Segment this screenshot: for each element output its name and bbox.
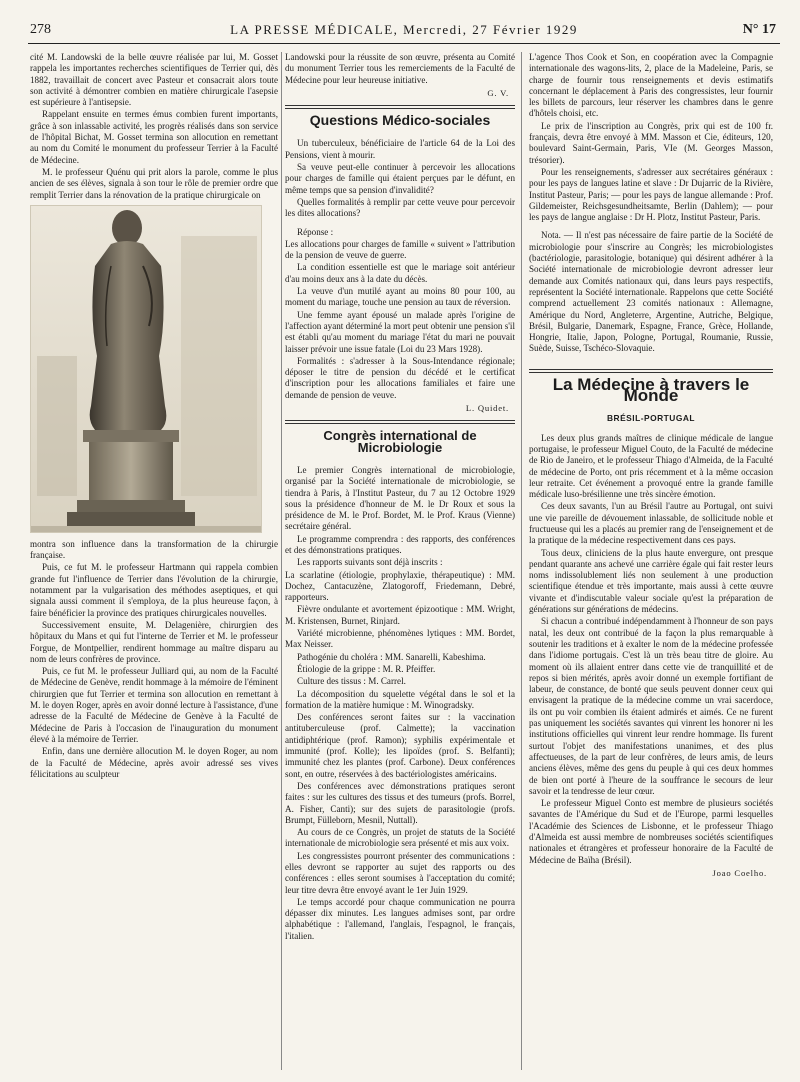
page-number: 278: [30, 22, 51, 37]
paragraph: L'agence Thos Cook et Son, en coopération avec la Compagnie internationale des wagons-lits, 2, place de la Madeleine, Paris, se charge de fournir tous renseignements et devis estimatifs concernant le déplacement à Paris des congressistes, leur fournir les billets de parcours, leur réserver les chambres dans le genre d'hôtels choisi, etc.: [529, 52, 773, 119]
paragraph: Le prix de l'inscription au Congrès, prix qui est de 100 fr. français, devra être envoyé à MM. Masson et Cie, éditeurs, 120, boulevard Saint-Germain, Paris, VIe (M. Georges Masson, trésorier).: [529, 120, 773, 165]
paragraph: cité M. Landowski de la belle œuvre réalisée par lui, M. Gosset rappela les importantes recherches scientifiques de Terrier qui, dès 1882, travaillait de concert avec Pasteur et consacrait alors toute son activité à démontrer combien en matière chirurgicale l'asepsie est supérieure à l'antisepsie.: [30, 52, 278, 108]
statue-illustration: [31, 206, 262, 533]
paragraph: Le premier Congrès international de microbiologie, organisé par la Société internationale de microbiologie, se tiendra à Paris, à l'Institut Pasteur, du 7 au 12 Octobre 1929 sous la présidence d'honneur de M. le Dr Roux et sous la présidence de M. le Prof. Bordet, M. le Prof. Kraus (Vienne) secrétaire général.: [285, 464, 515, 532]
paragraph: Rappelant ensuite en termes émus combien furent importants, grâce à son inlassable activité, les progrès réalisés dans son service de l'hôpital Bichat, M. Gosset termina son allocution en remettant au nom du Comité le monument du professeur Terrier à la Faculté de Médecine.: [30, 109, 278, 165]
paragraph: Nota. — Il n'est pas nécessaire de faire partie de la Société de microbiologie pour s'inscrire au Congrès; les microbiologistes (bactériologie, parasitologie, botanique) qui désirent adhérer à la Société internationale de microbiologie devront adresser leur demande aux Comités nationaux qui, dans leurs pays respectifs, représentent la Société internationale. Rappelons que cette Société comprend actuellement 23 comités nationaux : Allemagne, Amérique du Nord, Angleterre, Argentine, Autriche, Belgique, Brésil, Bulgarie, Danemark, Espagne, France, Grèce, Hollande, Hongrie, Italie, Japon, Pologne, Portugal, Roumanie, Russie, Suède, Suisse, Tschéco-Slovaquie.: [529, 230, 773, 354]
paragraph: Landowski pour la réussite de son œuvre, présenta au Comité du monument Terrier tous les remerciements de la Faculté de Médecine pour leur heureuse initiative.: [285, 52, 515, 85]
paragraph: Tous deux, cliniciens de la plus haute envergure, ont presque pendant quarante ans achevé une carrière égale qui fait rester leurs noms indissolublement liés non seulement à une production scientifique étendue et très importante, mais aussi à cette œuvre vivante et d'indiscutable valeur sociale qu'est la préparation de générations sur générations de médecins.: [529, 547, 773, 615]
paragraph: Pathogénie du choléra : MM. Sanarelli, Kabeshima.: [297, 651, 486, 662]
paragraph: La veuve d'un mutilé ayant au moins 80 pour 100, au moment du mariage, touche une pension au taux de réversion.: [285, 286, 515, 308]
signature: L. Quidet.: [465, 403, 509, 414]
paragraph: Une femme ayant épousé un malade après l'origine de l'affection ayant déterminé la mort peut obtenir une pension s'il est établi qu'au moment du mariage l'état du mari ne pouvait laisser prévoir une issue fatale (Loi du 23 Mars 1928).: [285, 309, 515, 354]
paragraph: Des conférences avec démonstrations pratiques seront faites : sur les cultures des tissus et des tumeurs (profs. Borrel, A. Fisher, Canti); sur des sujets de parasitologie (profs. Brumpt, Fülleborn, Mesnil, Nuttall).: [285, 780, 515, 825]
signature: Joao Coelho.: [712, 867, 767, 878]
section-rule: [529, 369, 773, 373]
paragraph: Les rapports suivants sont déjà inscrits :: [297, 557, 443, 568]
signature: G. V.: [487, 87, 509, 98]
paragraph: Puis, ce fut M. le professeur Julliard qui, au nom de la Faculté de Médecine de Genève, rendit hommage à la mémoire de l'éminent chirurgien que fut Terrier et termina son allocution en remettant à M. le doyen Roger, après en avoir donné lecture à l'assistance, d'une adresse de la Faculté de Médecine de Genève à la Faculté de Médecine de Paris à l'occasion de l'inauguration du monument élevé à la mémoire de Terrier.: [30, 666, 278, 744]
paragraph: Les deux plus grands maîtres de clinique médicale de langue portugaise, le professeur Miguel Couto, de la Faculté de médecine de Rio de Janeiro, et le professeur Thiago d'Almeida, de la Faculté de médecine de Porto, ont pris récemment et à la même occasion leur retraite. Cet événement a provoqué entre la grande famille médicale luso-brésilienne une très sincère émotion.: [529, 432, 773, 500]
paragraph: Successivement ensuite, M. Delagenière, chirurgien des hôpitaux du Mans et qui fut l'interne de Terrier et M. le professeur Forgue, de Montpellier, rendirent hommage au maître disparu au nom de leurs confrères de province.: [30, 619, 278, 664]
paragraph: Les allocations pour charges de famille « suivent » l'attribution de la pension de veuve de guerre.: [285, 238, 515, 261]
column-1: [30, 52, 278, 781]
section-title-questions: Questions Médico-sociales: [309, 112, 491, 129]
paragraph: La condition essentielle est que le mariage soit antérieur d'au moins deux ans à la date du décès.: [285, 262, 515, 284]
column-3: [529, 52, 773, 883]
section-rule: [285, 420, 515, 424]
paragraph: Le programme comprendra : des rapports, des conférences et des démonstrations pratiques.: [285, 533, 515, 555]
paragraph: Culture des tissus : M. Carrel.: [297, 676, 406, 687]
paragraph: La décomposition du squelette végétal dans le sol et la formation de la matière humique : M. Winogradsky.: [285, 688, 515, 710]
section-rule: [285, 105, 515, 109]
paragraph: Étiologie de la grippe : M. R. Pfeiffer.: [297, 663, 436, 674]
paragraph: Formalités : s'adresser à la Sous-Intendance régionale; déposer le titre de pension du décédé et le certificat d'inscription pour les allocations familiales et faire une demande de pension de veuve.: [285, 355, 515, 400]
paragraph: Sa veuve peut-elle continuer à percevoir les allocations pour charges de famille qui étaient perçues par le défunt, en même temps que sa pension d'invalidité?: [285, 162, 515, 195]
paragraph: M. le professeur Quénu qui prit alors la parole, comme le plus ancien de ses élèves, signala à son tour le rôle de premier ordre que remplit Terrier dans la rénovation de la pratique chirurgicale on: [30, 166, 278, 200]
paragraph: Réponse :: [297, 226, 334, 237]
section-title-congres: Congrès international de Microbiologie: [323, 428, 477, 455]
paragraph: Ces deux savants, l'un au Brésil l'autre au Portugal, ont suivi une vie pareille de dévouement inlassable, de sollicitude noble et fructueuse qui les a placés au premier rang de l'enseignement et de la pratique de la médecine respectivement dans ces pays.: [529, 501, 773, 546]
paragraph: Fièvre ondulante et avortement épizootique : MM. Wright, M. Kristensen, Burnet, Rinjard.: [285, 604, 515, 626]
paragraph: Un tuberculeux, bénéficiaire de l'article 64 de la Loi des Pensions, vient à mourir.: [285, 138, 515, 160]
journal-title: LA PRESSE MÉDICALE, Mercredi, 27 Février 1929: [230, 22, 578, 37]
paragraph: La scarlatine (étiologie, prophylaxie, thérapeutique) : MM. Dochez, Cantacuzène, Zlatogoroff, Friedemann, Debré, rapporteurs.: [285, 569, 515, 603]
paragraph: montra son influence dans la transformation de la chirurgie française.: [30, 538, 278, 561]
paragraph: Les congressistes pourront présenter des communications : elles devront se rapporter au sujet des rapports ou des conférences : elles seront soumises à l'acceptation du comité; leur titre devra être envoyé avant le 1er Juin 1929.: [285, 850, 515, 895]
issue-number: N° 17: [742, 22, 776, 37]
column-2: [285, 52, 515, 943]
paragraph: Puis, ce fut M. le professeur Hartmann qui rappela combien grande fut l'influence de Terrier dans l'évolution de la chirurgie, notamment par la vulgarisation des méthodes aseptiques, et qui signala aussi comment il s'employa, de la plus heureuse façon, à faire bénéficier la province des pratiques chirurgicales nouvelles.: [30, 562, 278, 618]
paragraph: Le professeur Miguel Conto est membre de plusieurs sociétés savantes de l'Amérique du Sud et de l'Europe, parmi lesquelles l'Académie des Sciences de Lisbonne, et le professeur Thiago d'Almeida est aussi membre de nombreuses sociétés scientifiques nationales et étrangères et professeur honoraire de la Faculté de Médecine de Baïha (Brésil).: [529, 798, 773, 865]
paragraph: Pour les renseignements, s'adresser aux secrétaires généraux : pour les pays de langues latine et slave : Dr Dujarric de la Rivière, Institut Pasteur, Paris; — pour les pays de langue allemande : Prof. Gildemeister, Reichsgesundheitsamte, Berlin (Dahlem); — pour les pays de langue anglaise : Dr H. Plotz, Institut Pasteur, Paris.: [529, 166, 773, 223]
paragraph: Au cours de ce Congrès, un projet de statuts de la Société internationale de microbiologie sera présenté et mis aux voix.: [285, 827, 515, 849]
paragraph: Le temps accordé pour chaque communication ne pourra dépasser dix minutes. Les langues admises sont, par ordre alphabétique : l'allemand, l'anglais, l'espagnol, le français, l'italien.: [285, 896, 515, 941]
running-header: [28, 18, 780, 44]
paragraph: Des conférences seront faites sur : la vaccination antituberculeuse (prof. Calmette); la vaccination antidiphtérique (prof. Ramon); syphilis expérimentale et immunité (prof. Kolle); les lipoïdes (prof. S. Belfanti); immunité chez les plantes (prof. Carbone). Deux conférences sont, en outre, réservées à des bactériologistes américains.: [285, 712, 515, 779]
paragraph: Variété microbienne, phénomènes lytiques : MM. Bordet, Max Neisser.: [285, 628, 515, 650]
statue-photograph: [30, 205, 262, 533]
paragraph: Enfin, dans une dernière allocution M. le doyen Roger, au nom de la Faculté de Médecine, après avoir adressé ses vives félicitations au sculpteur: [30, 746, 278, 779]
paragraph: Si chacun a contribué indépendamment à l'honneur de son pays natal, les deux ont contribué de la façon la plus remarquable à soutenir les traditions et à exalter le nom de la médecine professée dans l'idiome portugais. C'est là un très beau titre de gloire. Au moment où ils allaient entrer dans cette vie de tranquillité et de repos si bien mérités, après avoir donné un exemple fortifiant de labeur, de constance, de bonté que seuls peuvent donner ceux qui envisagent la pratique de la médecine comme un vrai sacerdoce, ils ont pu voir combien ils étaient admirés et aimés. Ce ne furent pas uniquement les sociétés savantes qui vinrent les honorer ni les institutions officielles qui vinrent leur rendre hommage. Ils furent surtout l'objet des manifestations unanimes, et des plus affectueuses, de la part de leur confrères, de leurs amis, de leurs anciens élèves, même des gens du peuple à qui ces deux hommes de bien ont porté à l'heure de la souffrance le secours de leur savoir et la tendresse de leur cœur.: [529, 616, 773, 796]
column-rule-2: [521, 52, 522, 1070]
paragraph: Quelles formalités à remplir par cette veuve pour percevoir les dites allocations?: [285, 196, 515, 219]
column-rule-1: [281, 52, 282, 1070]
section-title-monde: La Médecine à travers le Monde: [552, 374, 750, 406]
section-subtitle: BRÉSIL-PORTUGAL: [607, 413, 695, 424]
